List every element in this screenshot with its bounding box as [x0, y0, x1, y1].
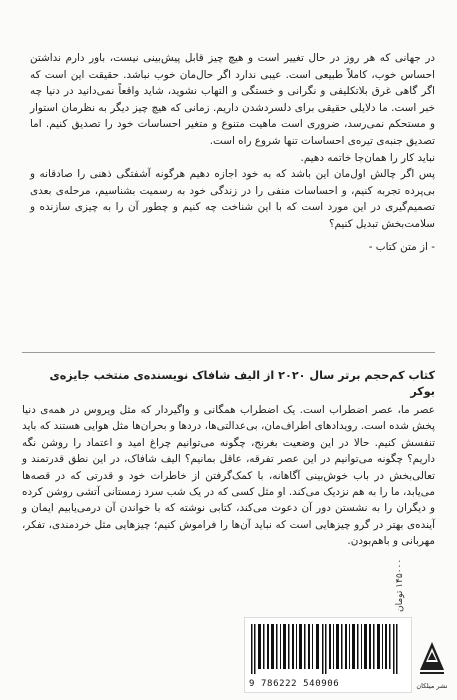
section-divider: [22, 352, 435, 353]
mountain-logo-icon: [418, 640, 446, 678]
publisher-logo: [418, 640, 446, 690]
blurb-text: عصر ما، عصر اضطراب است. یک اضطراب همگانی و واگیردار که مثل ویروس در همه‌ی دنیا پخش شده است. رویدادهای اطراف‌مان، بی‌عدالتی‌ها، دردها و بحران‌ها مثل هوایی هستند که باید تنفسش کنیم. حالا در این وضعیت بغرنج، چگونه می‌توانیم چراغ امید و اعتماد را روشن نگه داریم؟ چگونه می‌توانیم در این عصر تفرقه، عاقل بمانیم؟ الیف شافاک، در این نطق قدرتمند و تعالی‌بخش در باب خوش‌بینی آگاهانه، با کمک‌گرفتن از خاطرات خود و قدرتی که در قصه‌ها می‌یابد، ما را به هم نزدیک می‌کند. او مثل کسی که در یک شب سرد زمستانی آتشی روشن کرده و دیگران را به نشستن دور آن دعوت می‌کند، کتابی نوشته که با خواندن آن درمی‌یابیم ایمان و آینده‌ی بهتر در گرو چیزهایی است که نباید آن‌ها را فراموش کنیم؛ چیزهایی مثل خردمندی، تفکر، مهربانی و باهم‌بودن.: [22, 404, 435, 548]
barcode-bars: [249, 624, 407, 674]
excerpt-attribution: - از متن کتاب -: [368, 240, 435, 253]
book-tagline: کتاب کم‌حجم برتر سال ۲۰۲۰ از الیف شافاک نویسنده‌ی منتخب جایزه‌ی بوکر: [49, 369, 435, 398]
excerpt-paragraph-1: در جهانی که هر روز در حال تغییر است و هیچ چیز قابل پیش‌بینی نیست، باور دارم نداشتن احساس خوب، کاملاً طبیعی است. عیبی ندارد اگر حال‌مان خوب نباشد. حقیقت این است که اگر گاهی غرق بلاتکلیفی و نگرانی و خستگی و التهاب نشوید، شاید واقعاً نمی‌دانید در دنیا چه خبر است. ما دلایلی حقیقی برای دلسردشدن داریم. زمانی که هیچ چیز دیگر به نظرمان استوار و مستحکم نمی‌رسد، ضروری است ماهیت متنوع و متغیر احساسات خود را تصدیق کنیم. اما تصدیق جنبه‌ی تیره‌ی احساسات تنها شروع راه است.: [30, 52, 435, 147]
barcode-number: 9 786222 540906: [249, 679, 340, 689]
excerpt-paragraph-2: نباید کار را همان‌جا خاتمه دهیم.: [300, 151, 435, 164]
book-blurb: [22, 402, 435, 550]
publisher-name: نشر میلکان: [416, 682, 448, 690]
isbn-barcode: [244, 617, 412, 693]
excerpt-paragraph-3: پس اگر چالش اول‌مان این باشد که به خود اجازه دهیم هرگونه آشفتگی ذهنی را صادقانه و بی‌پرده تجربه کنیم، و احساسات منفی را در زندگی خود به رسمیت بشناسیم، مرحله‌ی بعدی تصمیم‌گیری در این مورد است که با این شناخت چه کنیم و چطور آن را به چیزی سازنده و سلامت‌بخش تبدیل کنیم؟: [30, 168, 435, 230]
price-label: ۱۴۵۰۰۰ تومان: [395, 558, 405, 612]
book-excerpt: [30, 50, 435, 255]
